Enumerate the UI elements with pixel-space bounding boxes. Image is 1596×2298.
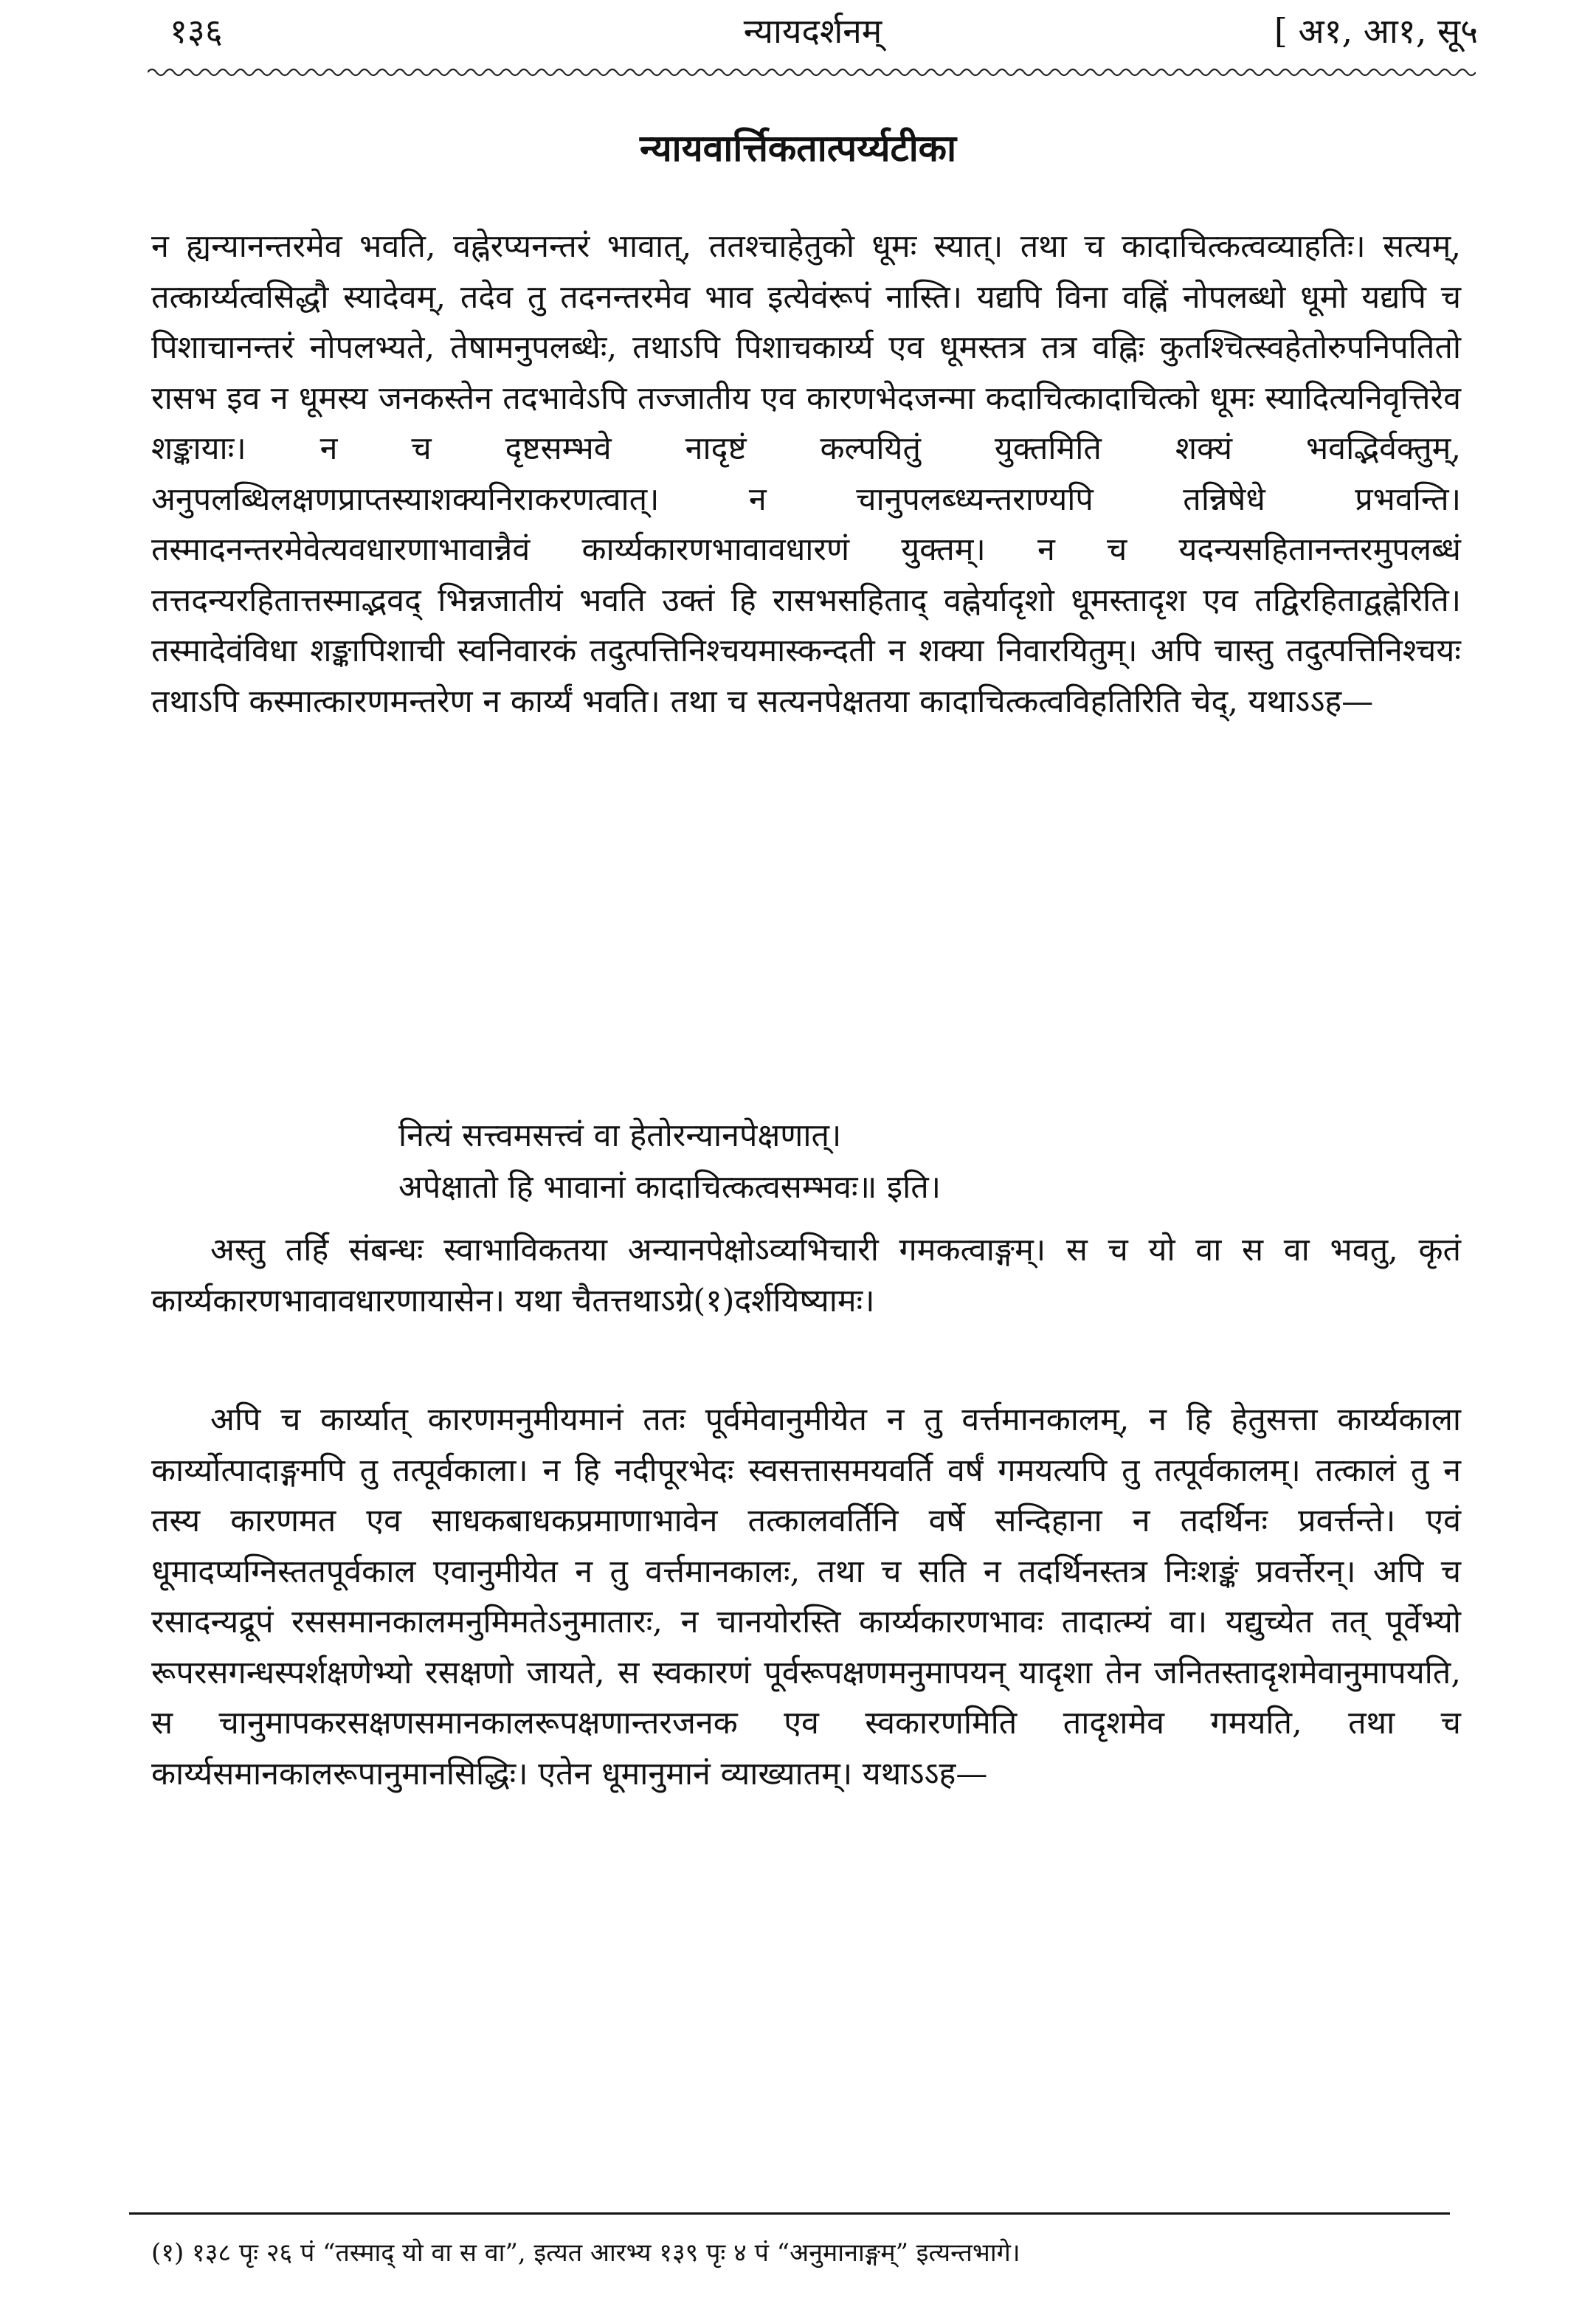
- commentary-title: न्यायवार्त्तिकतात्पर्य्यटीका: [639, 126, 957, 170]
- paragraph-2: अस्तु तर्हि संबन्धः स्वाभाविकतया अन्यानपेक्षोऽव्यभिचारी गमकत्वाङ्गम्। स च यो वा स वा भवतु, कृतं कार्य्यकारणभावावधारणायासेन। यथा चैतत्तथाऽग्रे(१)दर्शयिष्यामः।: [151, 1232, 1461, 1319]
- footnote-rule: [129, 2212, 1450, 2215]
- section-reference: [ अ१, आ१, सू५: [1274, 11, 1478, 51]
- running-head-title: न्यायदर्शनम्: [743, 11, 882, 51]
- paragraph-1: न ह्यन्यानन्तरमेव भवति, वह्नेरप्यनन्तरं भावात्, ततश्चाहेतुको धूमः स्यात्। तथा च कादाचित्कत्वव्याहतिः। सत्यम्, तत्कार्य्यत्वसिद्धौ स्यादेवम्, तदेव तु तदनन्तरमेव भाव इत्येवंरूपं नास्ति। यद्यपि विना वह्निं नोपलब्धो धूमो यद्यपि च पिशाचानन्तरं नोपलभ्यते, तेषामनुपलब्धेः, तथाऽपि पिशाचकार्य्य एव धूमस्तत्र तत्र वह्निः कुतश्चित्स्वहेतोरुपनिपतितो रासभ इव न धूमस्य जनकस्तेन तदभावेऽपि तज्जातीय एव कारणभेदजन्मा कदाचित्कादाचित्को धूमः स्यादित्यनिवृत्तिरेव शङ्कायाः। न च दृष्टसम्भवे नादृष्टं कल्पयितुं युक्तमिति शक्यं भवद्भिर्वक्तुम्, अनुपलब्धिलक्षणप्राप्तस्याशक्यनिराकरणत्वात्। न चानुपलब्ध्यन्तराण्यपि तन्निषेधे प्रभवन्ति। तस्मादनन्तरमेवेत्यवधारणाभावान्नैवं कार्य्यकारणभावावधारणं युक्तम्। न च यदन्यसहितानन्तरमुपलब्धं तत्तदन्यरहितात्तस्माद्भवद् भिन्नजातीयं भवति उक्तं हि रासभसहिताद् वह्नेर्यादृशो धूमस्तादृश एव तद्विरहिताद्वह्नेरिति। तस्मादेवंविधा शङ्कापिशाची स्वनिवारकं तदुत्पत्तिनिश्चयमास्कन्दती न शक्या निवारयितुम्। अपि चास्तु तदुत्पत्तिनिश्चयः तथाऽपि कस्मात्कारणमन्तरेण न कार्य्यं भवति। तथा च सत्यनपेक्षतया कादाचित्कत्वविहतिरिति चेद्, यथाऽऽह—: [151, 228, 1461, 720]
- footnote: (१) १३८ पृः २६ पं “तस्माद् यो वा स वा”, इत्यत आरभ्य १३९ पृः ४ पं “अनुमानाङ्गम्” इत्यन्तभागे।: [151, 2238, 1020, 2268]
- verse-line-2: अपेक्षातो हि भावानां कादाचित्कत्वसम्भवः॥ इति।: [398, 1169, 942, 1206]
- paragraph-3: अपि च कार्य्यात् कारणमनुमीयमानं ततः पूर्वमेवानुमीयेत न तु वर्त्तमानकालम्, न हि हेतुसत्ता कार्य्यकाला कार्य्योत्पादाङ्गमपि तु तत्पूर्वकाला। न हि नदीपूरभेदः स्वसत्तासमयवर्ति वर्षं गमयत्यपि तु तत्पूर्वकालम्। तत्कालं तु न तस्य कारणमत एव साधकबाधकप्रमाणाभावेन तत्कालवर्तिनि वर्षे सन्दिहाना न तदर्थिनः प्रवर्त्तन्ते। एवं धूमादप्यग्निस्ततपूर्वकाल एवानुमीयेत न तु वर्त्तमानकालः, तथा च सति न तदर्थिनस्तत्र निःशङ्कं प्रवर्त्तेरन्। अपि च रसादन्यद्रूपं रससमानकालमनुमिमतेऽनुमातारः, न चानयोरस्ति कार्य्यकारणभावः तादात्म्यं वा। यद्युच्येत तत् पूर्वेभ्यो रूपरसगन्धस्पर्शक्षणेभ्यो रसक्षणो जायते, स स्वकारणं पूर्वरूपक्षणमनुमापयन् यादृशा तेन जनितस्तादृशमेवानुमापयति, स चानुमापकरसक्षणसमानकालरूपक्षणान्तरजनक एव स्वकारणमिति तादृशमेव गमयति, तथा च कार्य्यसमानकालरूपानुमानसिद्धिः। एतेन धूमानुमानं व्याख्यातम्। यथाऽऽह—: [151, 1401, 1461, 1792]
- verse-line-1: नित्यं सत्त्वमसत्त्वं वा हेतोरन्यानपेक्षणात्।: [398, 1117, 842, 1154]
- wavy-rule-divider: [148, 63, 1476, 81]
- page-number: १३६: [170, 11, 223, 51]
